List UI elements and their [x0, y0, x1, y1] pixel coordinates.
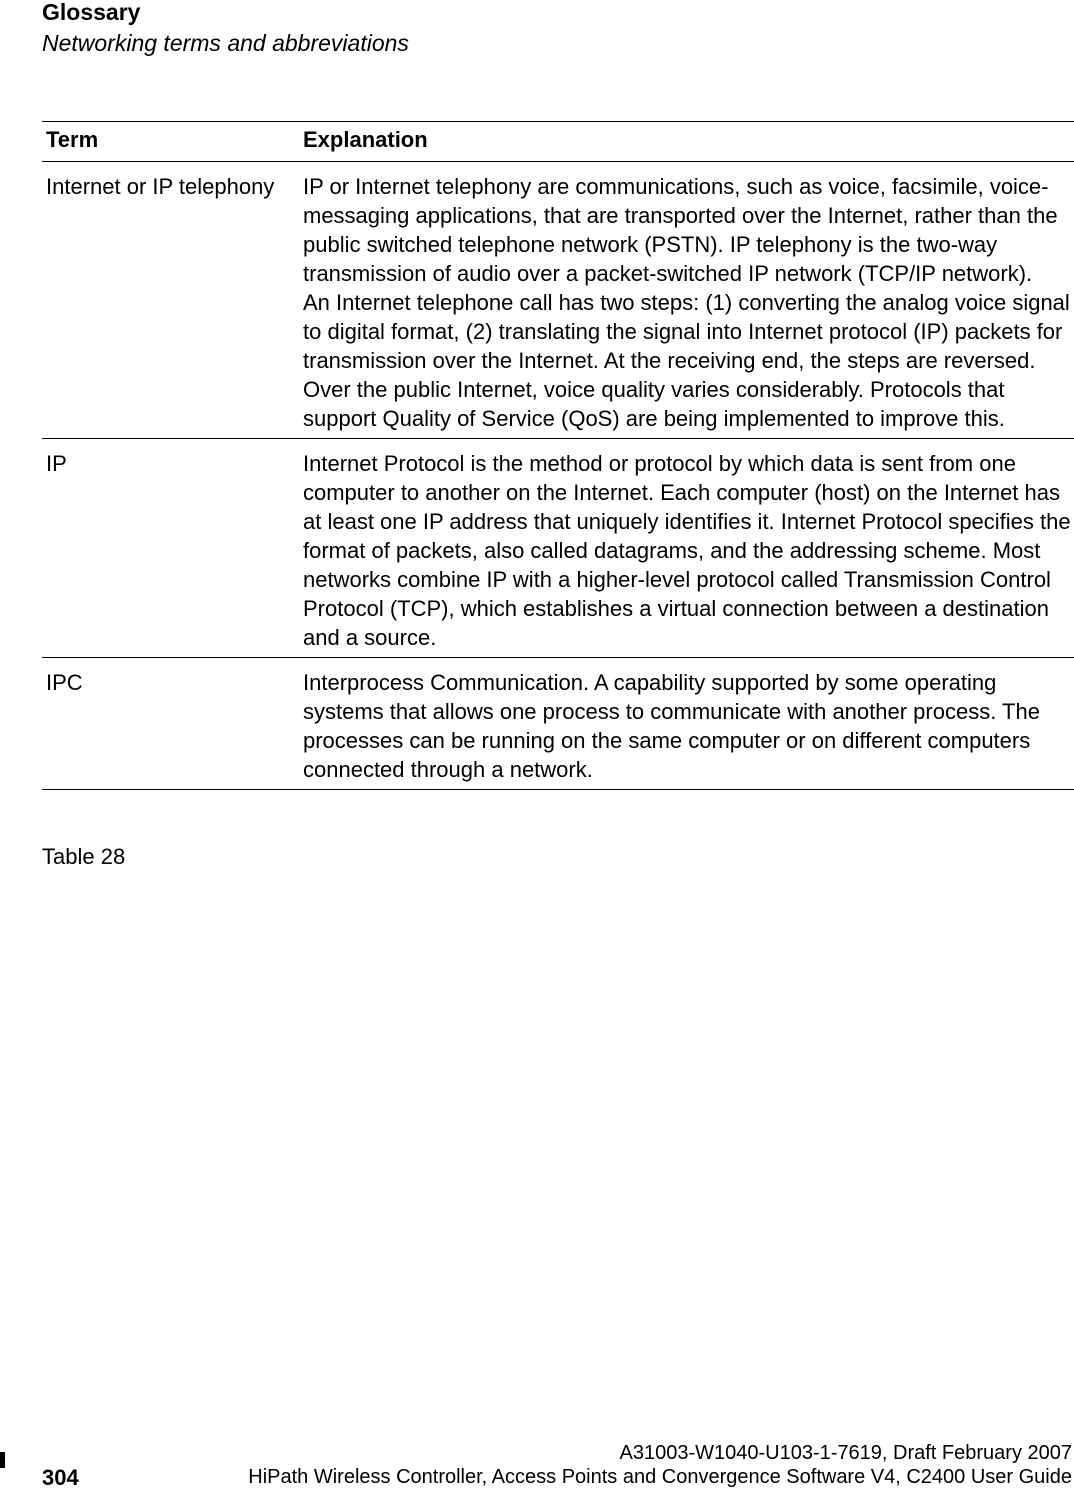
explanation-cell: [303, 658, 1074, 790]
table-row: [42, 658, 1074, 790]
column-header-explanation: Explanation: [303, 122, 1074, 162]
explanation-cell: [303, 439, 1074, 658]
term-cell: Internet or IP telephony: [42, 162, 303, 439]
explanation-paragraph: An Internet telephone call has two steps: (1) converting the analog voice signal to digital format, (2) translating the signal into Internet protocol (IP) packets for transmission over the Internet. At the receiving end, the steps are reversed. Over the public Internet, voice quality varies considerably. Protocols that support Quality of Service (QoS) are being implemented to improve this.: [303, 290, 1070, 431]
table-caption: Table 28: [42, 844, 126, 869]
table-header-row: [42, 122, 1074, 162]
change-bar: [0, 1452, 5, 1468]
term-cell: IPC: [42, 658, 303, 790]
page-subtitle: Networking terms and abbreviations: [42, 30, 409, 56]
explanation-paragraph: Interprocess Communication. A capability supported by some operating systems that allows one process to communicate with another process. The processes can be running on the same computer or on different computers connected through a network.: [303, 670, 1040, 782]
glossary-table: [42, 121, 1074, 790]
page-number: 304: [42, 1465, 79, 1490]
column-header-term: Term: [42, 122, 303, 162]
page-title: Glossary: [42, 0, 141, 25]
explanation-cell: [303, 162, 1074, 439]
footer-product-title: HiPath Wireless Controller, Access Points and Convergence Software V4, C2400 User Guide: [248, 1466, 1072, 1488]
explanation-paragraph: Internet Protocol is the method or protocol by which data is sent from one computer to another on the Internet. Each computer (host) on the Internet has at least one IP address that uniquely identifies it. Internet Protocol specifies the format of packets, also called datagrams, and the addressing scheme. Most networks combine IP with a higher-level protocol called Transmission Control Protocol (TCP), which establishes a virtual connection between a destination and a source.: [303, 451, 1071, 650]
table-row: [42, 439, 1074, 658]
footer-document-id: A31003-W1040-U103-1-7619, Draft February 2007: [619, 1442, 1072, 1464]
term-cell: IP: [42, 439, 303, 658]
explanation-paragraph: IP or Internet telephony are communications, such as voice, facsimile, voice-messaging applications, that are transported over the Internet, rather than the public switched telephone network (PSTN). IP telephony is the two-way transmission of audio over a packet-switched IP network (TCP/IP network).: [303, 174, 1058, 286]
table-row: [42, 162, 1074, 439]
